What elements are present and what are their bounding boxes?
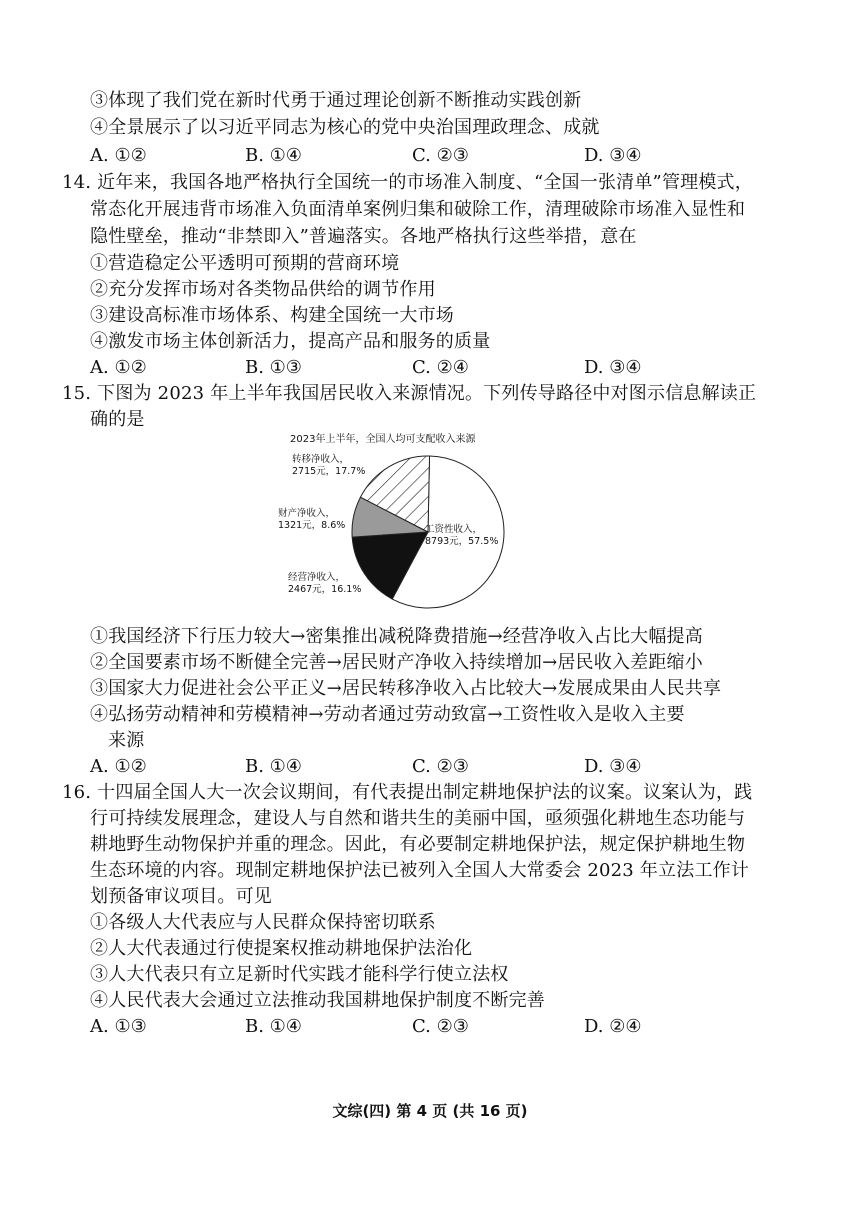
pie-label-transfer-value: 2715元，17.7%	[292, 466, 366, 477]
q15-option-b: B. ①④	[245, 756, 302, 777]
q15-item-2: ②全国要素市场不断健全完善→居民财产净收入持续增加→居民收入差距缩小	[90, 652, 703, 673]
q14-item-3: ③建设高标准市场体系、构建全国统一大市场	[90, 305, 454, 326]
q14-option-d: D. ③④	[584, 357, 642, 378]
q13-item-3: ③体现了我们党在新时代勇于通过理论创新不断推动实践创新	[90, 90, 582, 111]
q16-option-d: D. ②④	[584, 1016, 642, 1037]
q14-item-4: ④激发市场主体创新活力，提高产品和服务的质量	[90, 331, 491, 352]
q14-option-b: B. ①③	[245, 357, 302, 378]
pie-label-property-value: 1321元，8.6%	[278, 520, 346, 531]
q16-stem-line-5: 划预备审议项目。可见	[90, 886, 272, 907]
q15-item-4: ④弘扬劳动精神和劳模精神→劳动者通过劳动致富→工资性收入是收入主要	[90, 704, 685, 725]
pie-label-wage-value: 8793元，57.5%	[425, 536, 499, 547]
pie-label-business-value: 2467元，16.1%	[288, 584, 362, 595]
pie-label-business-name: 经营净收入，	[288, 572, 346, 583]
income-pie-chart	[270, 428, 510, 618]
q16-option-b: B. ①④	[245, 1016, 302, 1037]
q13-option-d: D. ③④	[584, 145, 642, 166]
q16-option-c: C. ②③	[412, 1016, 469, 1037]
page-footer: 文综(四) 第 4 页 (共 16 页)	[332, 1102, 528, 1120]
chart-title: 2023年上半年，全国人均可支配收入来源	[290, 434, 476, 445]
q14-stem-line-1: 14. 近年来，我国各地严格执行全国统一的市场准入制度、“全国一张清单”管理模式，	[62, 172, 753, 193]
pie-label-wage-name: 工资性收入，	[425, 524, 483, 535]
pie-label-transfer-name: 转移净收入，	[292, 454, 350, 465]
q13-option-b: B. ①④	[245, 145, 302, 166]
q15-item-3: ③国家大力促进社会公平正义→居民转移净收入占比较大→发展成果由人民共享	[90, 678, 722, 699]
q13-item-4: ④全景展示了以习近平同志为核心的党中央治国理政理念、成就	[90, 117, 600, 138]
q15-item-4-cont: 来源	[108, 730, 145, 751]
q13-option-a: A. ①②	[90, 145, 147, 166]
q14-item-2: ②充分发挥市场对各类物品供给的调节作用	[90, 279, 436, 300]
q16-stem-line-4: 生态环境的内容。现制定耕地保护法已被列入全国人大常委会 2023 年立法工作计	[90, 860, 750, 881]
q16-option-a: A. ①③	[90, 1016, 147, 1037]
q16-item-2: ②人大代表通过行使提案权推动耕地保护法治化	[90, 938, 473, 959]
q16-item-4: ④人民代表大会通过立法推动我国耕地保护制度不断完善	[90, 990, 545, 1011]
q15-option-c: C. ②③	[412, 756, 469, 777]
q16-stem-line-3: 耕地野生动物保护并重的理念。因此，有必要制定耕地保护法，规定保护耕地生物	[90, 834, 746, 855]
q15-option-a: A. ①②	[90, 756, 147, 777]
q14-item-1: ①营造稳定公平透明可预期的营商环境	[90, 253, 400, 274]
q14-stem-line-2: 常态化开展违背市场准入负面清单案例归集和破除工作，清理破除市场准入显性和	[90, 199, 746, 220]
q15-stem-line-1: 15. 下图为 2023 年上半年我国居民收入来源情况。下列传导路径中对图示信息解读正	[62, 383, 757, 404]
q16-item-1: ①各级人大代表应与人民群众保持密切联系	[90, 912, 436, 933]
q16-stem-line-1: 16. 十四届全国人大一次会议期间，有代表提出制定耕地保护法的议案。议案认为，践	[62, 782, 753, 803]
pie-label-property-name: 财产净收入，	[278, 508, 336, 519]
q16-item-3: ③人大代表只有立足新时代实践才能科学行使立法权	[90, 964, 509, 985]
q15-item-1: ①我国经济下行压力较大→密集推出减税降费措施→经营净收入占比大幅提高	[90, 626, 703, 647]
q15-option-d: D. ③④	[584, 756, 642, 777]
q14-option-c: C. ②④	[412, 357, 469, 378]
q13-option-c: C. ②③	[412, 145, 469, 166]
q14-option-a: A. ①②	[90, 357, 147, 378]
q14-stem-line-3: 隐性壁垒，推动“非禁即入”普遍落实。各地严格执行这些举措，意在	[90, 226, 637, 247]
q16-stem-line-2: 行可持续发展理念，建设人与自然和谐共生的美丽中国，亟须强化耕地生态功能与	[90, 808, 746, 829]
q15-stem-line-2: 确的是	[90, 409, 145, 430]
